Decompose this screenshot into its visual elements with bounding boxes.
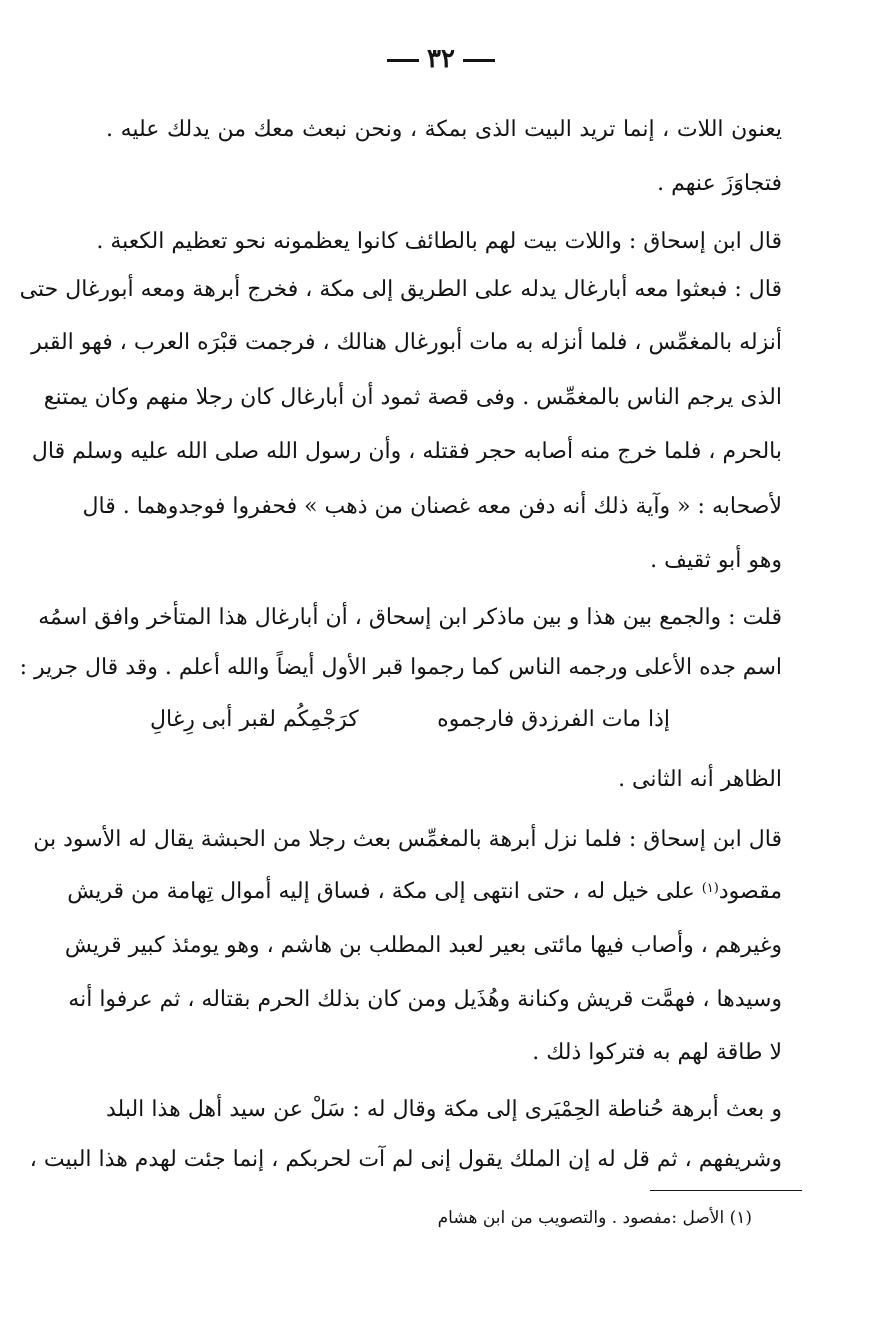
maqsud-word: مقصود	[718, 879, 782, 904]
text-line: بالحرم ، فلما خرج منه أصابه حجر فقتله ، وأن رسول الله صلى الله عليه وسلم قال	[31, 439, 782, 464]
text-line: أنزله بالمغمِّس ، فلما أنزله به مات أبورغال هنالك ، فرجمت قبْرَه العرب ، فهو القبر	[31, 330, 782, 355]
line-rest: على خيل له ، حتى انتهى إلى مكة ، فساق إليه أموال تِهامة من قريش	[67, 879, 695, 904]
page-number-value: ٣٢	[427, 44, 455, 74]
text-line: قلت : والجمع بين هذا و بين ماذكر ابن إسحاق ، أن أبارغال هذا المتأخر وافق اسمُه	[38, 605, 782, 630]
verse-first-hemistich: إذا مات الفرزدق فارجموه	[437, 707, 670, 732]
text-line: وهو أبو ثقيف .	[650, 548, 782, 573]
text-line: لا طاقة لهم به فتركوا ذلك .	[532, 1040, 782, 1065]
text-line: الظاهر أنه الثانى .	[618, 767, 782, 792]
text-line: وسيدها ، فهمَّت قريش وكنانة وهُذَيل ومن كان بذلك الحرم بقتاله ، ثم عرفوا أنه	[68, 987, 782, 1012]
text-line-with-footnote-marker	[67, 872, 782, 912]
text-line: وغيرهم ، وأصاب فيها مائتى بعير لعبد المطلب بن هاشم ، وهو يومئذ كبير قريش	[64, 933, 782, 958]
text-line: يعنون اللات ، إنما تريد البيت الذى بمكة ، ونحن نبعث معك من يدلك عليه .	[106, 117, 782, 142]
text-line: لأصحابه : « وآية ذلك أنه دفن معه غصنان من ذهب » فحفروا فوجدوهما . قال	[82, 494, 782, 519]
text-line: قال ابن إسحاق : فلما نزل أبرهة بالمغمِّس بعث رجلا من الحبشة يقال له الأسود بن	[33, 827, 782, 852]
text-line: الذى يرجم الناس بالمغمِّس . وفى قصة ثمود أن أبارغال كان رجلا منهم وكان يمتنع	[43, 385, 782, 410]
text-line: وشريفهم ، ثم قل له إن الملك يقول إنى لم آت لحربكم ، إنما جئت لهدم هذا البيت ،	[29, 1147, 782, 1172]
text-line: و بعث أبرهة حُناطة الحِمْيَرى إلى مكة وقال له : سَلْ عن سيد أهل هذا البلد	[106, 1097, 782, 1122]
text-line: اسم جده الأعلى ورجمه الناس كما رجموا قبر الأول أيضاً والله أعلم . وقد قال جرير :	[19, 655, 782, 680]
footnote-separator	[650, 1190, 802, 1191]
verse-second-hemistich: كرَجْمِكُم لقبر أبى رِغالِ	[150, 707, 359, 732]
text-line: قال : فبعثوا معه أبارغال يدله على الطريق إلى مكة ، فخرج أبرهة ومعه أبورغال حتى	[19, 277, 782, 302]
text-line: فتجاوَزَ عنهم .	[657, 171, 782, 196]
footnote: (١) الأصل :مفصود . والتصويب من ابن هشام	[437, 1208, 752, 1228]
footnote-marker: (١)	[701, 881, 719, 896]
text-line: قال ابن إسحاق : واللات بيت لهم بالطائف كانوا يعظمونه نحو تعظيم الكعبة .	[96, 229, 782, 254]
poetry-verse	[150, 700, 670, 740]
